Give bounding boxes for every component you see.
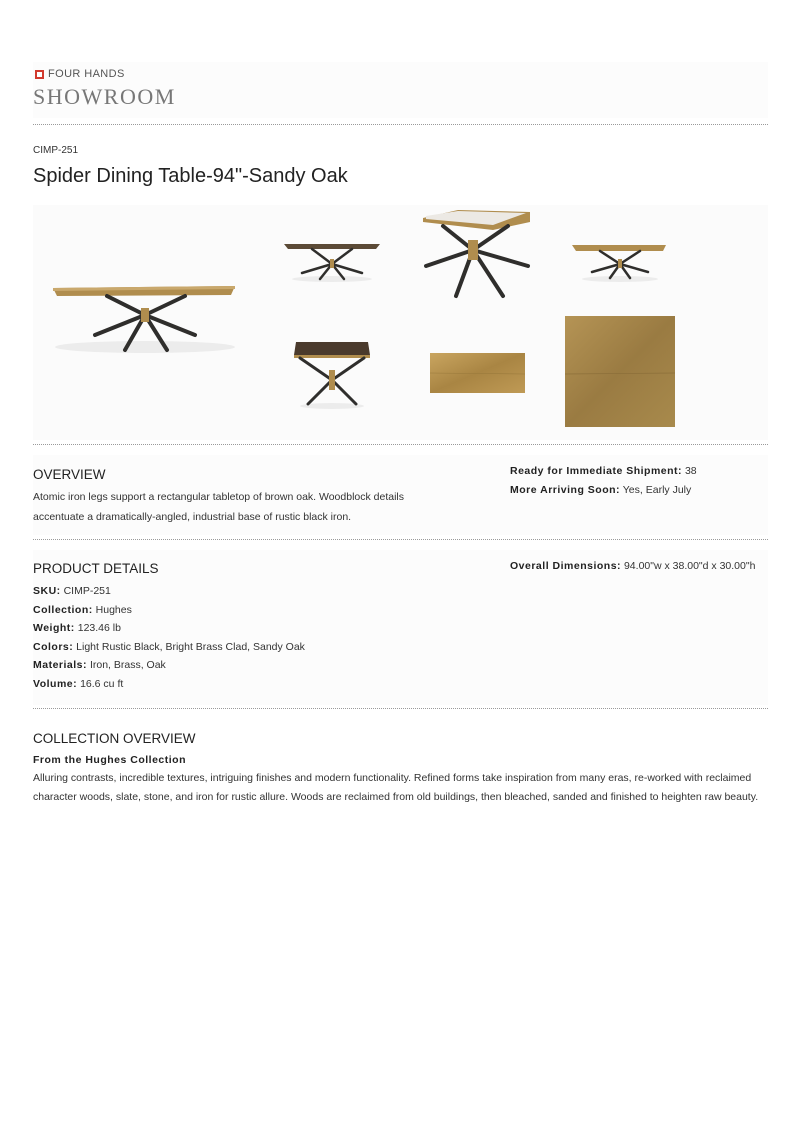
dimensions-row (510, 557, 755, 576)
detail-value: Light Rustic Black, Bright Brass Clad, Sandy Oak (76, 640, 305, 653)
collection-subheading-text: From the Hughes Collection (33, 754, 187, 766)
hero-table-photo[interactable] (45, 255, 245, 355)
collection-subheading (33, 751, 186, 770)
overview-divider (33, 539, 768, 540)
arriving-row (510, 481, 691, 500)
product-sku-code: CIMP-251 (33, 145, 79, 156)
showroom-wordmark: SHOWROOM (33, 84, 176, 109)
collection-heading: COLLECTION OVERVIEW (33, 731, 196, 746)
header-divider (33, 124, 768, 125)
details-divider (33, 708, 768, 709)
detail-value: CIMP-251 (63, 585, 111, 597)
shipment-value: 38 (684, 465, 697, 477)
detail-label: Collection: (33, 603, 93, 616)
collection-text: Alluring contrasts, incredible textures, intriguing finishes and modern functionality. Refined forms take inspiration from many eras, re-worked with reclaimed character woods, slate, stone, and iron for rustic allure. Woods are reclaimed from old buildings, then bleached, sanded and finished to heighten raw beauty. (33, 772, 759, 803)
detail-row-volume (33, 675, 305, 694)
dimensions-label: Overall Dimensions: (510, 560, 622, 572)
detail-row-collection (33, 601, 305, 620)
overview-text: Atomic iron legs support a rectangular tabletop of brown oak. Woodblock details accentuate a dramatically-angled, industrial base of rustic black iron. (33, 491, 405, 523)
detail-rows (33, 582, 305, 693)
detail-row-weight (33, 619, 305, 638)
four-hands-logo-icon (35, 70, 44, 79)
shipment-row (510, 462, 697, 481)
detail-row-materials (33, 656, 305, 675)
detail-value: Hughes (95, 603, 132, 616)
detail-value: 123.46 lb (77, 622, 121, 634)
brand-name: FOUR HANDS (48, 68, 125, 80)
detail-row-sku (33, 582, 305, 601)
detail-label: Weight: (33, 622, 75, 634)
detail-row-colors (33, 638, 305, 657)
table-end-view-photo[interactable] (570, 240, 670, 282)
arriving-label: More Arriving Soon: (510, 484, 621, 496)
product-title: Spider Dining Table-94"-Sandy Oak (33, 165, 348, 187)
detail-label: SKU: (33, 585, 61, 597)
shipment-label: Ready for Immediate Shipment: (510, 465, 683, 477)
arriving-value: Yes, Early July (622, 484, 692, 496)
detail-value: Iron, Brass, Oak (89, 659, 166, 671)
table-side-view-photo[interactable] (282, 238, 382, 283)
table-corner-view-photo[interactable] (418, 208, 533, 303)
overview-heading: OVERVIEW (33, 467, 106, 482)
detail-label: Volume: (33, 677, 78, 690)
detail-label: Colors: (33, 640, 74, 653)
detail-label: Materials: (33, 659, 88, 671)
brass-edge-swatch-photo[interactable] (430, 353, 525, 393)
dimensions-value: 94.00"w x 38.00"d x 30.00"h (623, 560, 756, 572)
detail-value: 16.6 cu ft (80, 677, 124, 690)
gallery-divider (33, 444, 768, 445)
oak-top-swatch-photo[interactable] (565, 316, 675, 427)
product-details-heading: PRODUCT DETAILS (33, 561, 159, 576)
table-short-side-photo[interactable] (290, 340, 375, 410)
